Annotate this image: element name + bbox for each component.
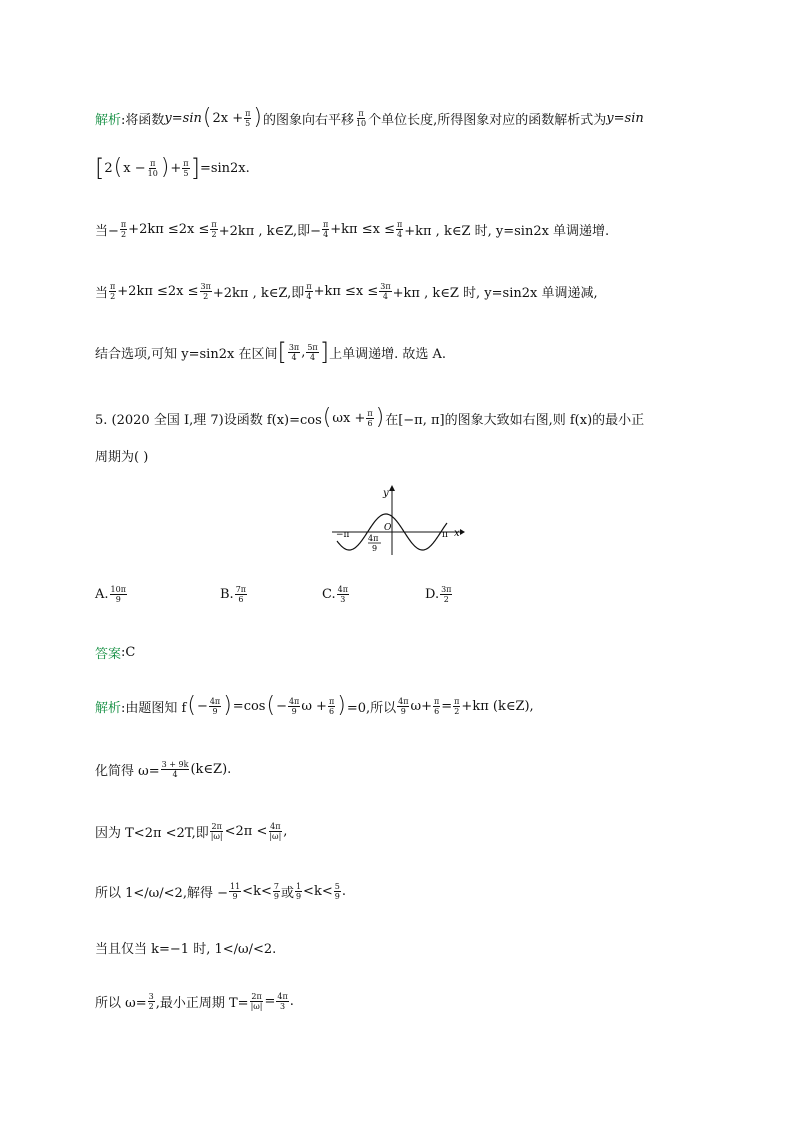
solution5-line5: 当且仅当 k=−1 时, 1</ω/<2. (95, 942, 277, 957)
solution4-line1: 解析 :将函数 y=sin ( 2x + $\frac{\pi}{5}$ ) 的图象向右平移 $\frac{\pi}{10}$ 个单位长度,所得图象对应的函数解析式为 y=sin (95, 105, 644, 130)
solution4-line5: 结合选项,可知 y=sin2x 在区间 [ $\frac{3\pi}{4}$ , $\frac{5\pi}{4}$ ] 上单调递增. 故选 A. (95, 338, 446, 366)
answer-line: 答案 :C (95, 645, 136, 662)
solution5-line4: 所以 1</ω/<2,解得 − $\frac{11}{9}$ <k< $\frac{7}{9}$ 或 $\frac{1}{9}$ <k< $\frac{5}{9}$ . (95, 882, 346, 901)
solution4-line4: 当 $\frac{\pi}{2}$ +2kπ ≤2x ≤ $\frac{3\pi}{2}$ +2kπ , k∈Z,即 $\frac{\pi}{4}$ +kπ ≤x ≤ $\frac{3\pi}{4}$ +kπ , k∈Z 时, y=sin2x 单调递减, (95, 282, 598, 301)
solution5-line2: 化简得 ω= $\frac{3 + 9k}{4}$ (k∈Z). (95, 760, 232, 779)
y-axis-label: y (383, 488, 389, 499)
question5-line2: 周期为( ) (95, 450, 149, 465)
fraction-pi-over-10: $\frac{\pi}{10}$ (147, 158, 158, 178)
mark-num: 4π (368, 534, 379, 543)
option-b: B. $\frac{7\pi}{6}$ (220, 585, 247, 604)
solution5-line6: 所以 ω= $\frac{3}{2}$ ,最小正周期 T= $\frac{2\pi}{|\omega|}$ = $\frac{4\pi}{3}$ . (95, 992, 294, 1011)
fraction-pi-over-5: $\frac{\pi}{5}$ (183, 158, 189, 178)
option-d: D. $\frac{3\pi}{2}$ (425, 585, 452, 604)
solution4-line2: [ 2 ( x − $\frac{\pi}{10}$ ) + $\frac{\pi}{5}$ ] =sin2x. (95, 154, 250, 182)
fraction-pi-over-10: $\frac{\pi}{10}$ (355, 108, 367, 128)
solution5-line1: 解析 :由题图知 f ( − $\frac{4\pi}{9}$ ) =cos ( − $\frac{4\pi}{9}$ ω + $\frac{\pi}{6}$ ) =0,所以 $\frac{4\pi}{9}$ ω+ $\frac{\pi}{6}$ = $\frac{\pi}{2}$ +kπ (k∈Z), (95, 693, 534, 718)
mark-den: 9 (372, 544, 378, 553)
solution5-line3: 因为 T<2π <2T,即 $\frac{2\pi}{|\omega|}$ <2π < $\frac{4\pi}{|\omega|}$ , (95, 822, 288, 841)
neg-pi-label: −π (336, 530, 350, 540)
option-a: A. $\frac{10\pi}{9}$ (95, 585, 126, 604)
x-axis-label: x (454, 528, 460, 539)
cosine-graph (330, 485, 465, 560)
y-axis-arrow (389, 485, 395, 491)
question5-line1: 5. (2020 全国 Ⅰ,理 7)设函数 f(x)=cos ( ωx + $\frac{\pi}{6}$ ) 在[−π, π]的图象大致如右图,则 f(x)的最小正 (95, 405, 645, 430)
solution-label: 解析 (95, 700, 122, 716)
option-c: C. $\frac{4\pi}{3}$ (322, 585, 348, 604)
fraction-pi-over-5: $\frac{\pi}{5}$ (245, 108, 251, 128)
pi-label: π (442, 530, 448, 540)
solution4-line3: 当− $\frac{\pi}{2}$ +2kπ ≤2x ≤ $\frac{\pi}{2}$ +2kπ , k∈Z,即− $\frac{\pi}{4}$ +kπ ≤x ≤ $\frac{\pi}{4}$ +kπ , k∈Z 时, y=sin2x 单调递增. (95, 220, 610, 239)
solution-label: 解析 (95, 112, 122, 128)
origin-label: O (384, 523, 392, 533)
x-axis-arrow (460, 529, 465, 535)
answer-label: 答案 (95, 647, 122, 662)
